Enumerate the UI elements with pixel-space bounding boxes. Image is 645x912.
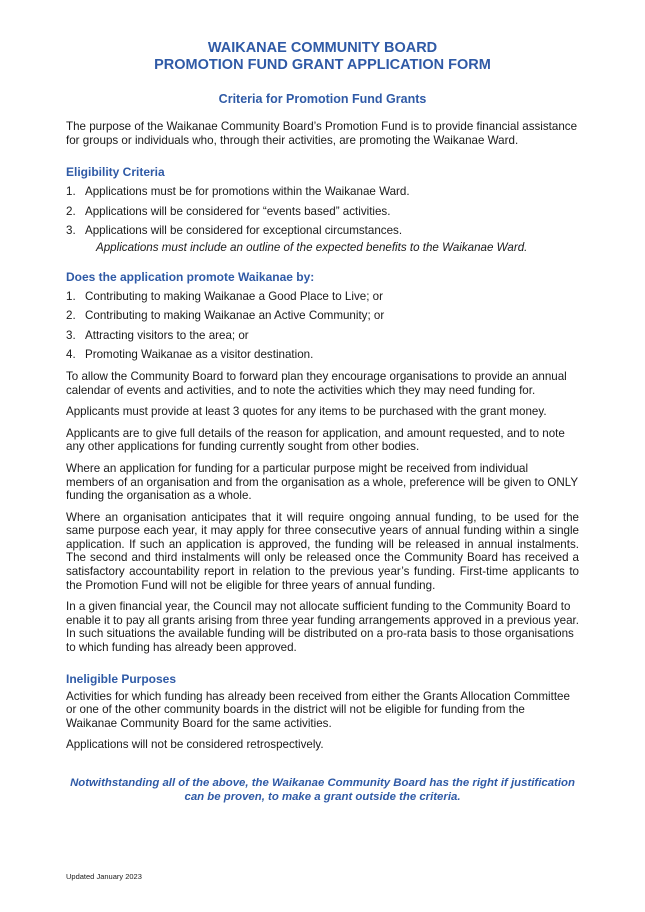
document-title-line2: PROMOTION FUND GRANT APPLICATION FORM xyxy=(154,57,491,73)
document-title-line1: WAIKANAE COMMUNITY BOARD xyxy=(207,40,438,56)
paragraph-financial-year: In a given financial year, the Council may not allocate sufficient funding to the Community Board to enable it to pay all grants arising from three year funding arrangements approved in a previous year. In such situations the available funding will be distributed on a pro-rata basis to those organisations to which funding has already been approved. xyxy=(66,600,579,655)
document-subtitle: Criteria for Promotion Fund Grants xyxy=(218,92,427,106)
intro-paragraph: The purpose of the Waikanae Community Board’s Promotion Fund is to provide financial assistance for groups or individuals who, through their activities, are promoting the Waikanae Ward. xyxy=(66,120,578,147)
list-number: 4. xyxy=(66,348,76,362)
list-text: Contributing to making Waikanae a Good Place to Live; or xyxy=(85,289,383,303)
eligibility-list xyxy=(66,185,579,238)
list-text: Applications must be for promotions within the Waikanae Ward. xyxy=(85,185,410,199)
list-number: 1. xyxy=(66,185,76,199)
paragraph-full-details: Applicants are to give full details of the reason for application, and amount requested, and to note any other applications for funding currently sought from other bodies. xyxy=(66,426,565,454)
ineligible-paragraph: Applications will not be considered retrospectively. xyxy=(66,738,324,752)
paragraph-preference: Where an application for funding for a particular purpose might be received from individual members of an organisation and from the organisation as a whole, preference will be given to ONLY funding the organisation as a whole. xyxy=(66,461,578,503)
list-text: Contributing to making Waikanae an Active Community; or xyxy=(85,309,385,323)
list-number: 3. xyxy=(66,224,76,238)
paragraph-forward-plan: To allow the Community Board to forward plan they encourage organisations to provide an annual calendar of events and activities, and to note the activities which they may need funding for. xyxy=(66,369,567,397)
paragraph-ongoing-funding: Where an organisation anticipates that it will require ongoing annual funding, to be used for the same purpose each year, it may apply for three consecutive years of annual funding within a single application. If such an application is approved, the funding will be released in annual instalments. The second and third instalments will only be released once the Community Board has received a satisfactory accountability report in relation to the previous year’s funding. First-time applicants to the Promotion Fund will not be eligible for three years of annual funding. xyxy=(66,510,579,592)
list-item xyxy=(66,185,579,199)
list-text: Promoting Waikanae as a visitor destination. xyxy=(85,348,314,362)
list-item xyxy=(66,205,579,219)
list-number: 2. xyxy=(66,204,76,218)
promote-heading: Does the application promote Waikanae by: xyxy=(66,269,315,284)
eligibility-note: Applications must include an outline of the expected benefits to the Waikanae Ward. xyxy=(96,240,528,254)
list-text: Attracting visitors to the area; or xyxy=(85,328,249,342)
ineligible-paragraph: Activities for which funding has already been received from either the Grants Allocation Committee or one of the other community boards in the district will not be eligible for funding from the Waikanae Community Board for the same activities. xyxy=(66,689,570,730)
list-number: 3. xyxy=(66,328,76,342)
promote-list xyxy=(66,290,579,362)
closing-note: Notwithstanding all of the above, the Waikanae Community Board has the right if justification can be proven, to make a grant outside the criteria. xyxy=(70,777,575,803)
list-item xyxy=(66,348,579,362)
updated-date: Updated January 2023 xyxy=(66,872,142,881)
list-item xyxy=(66,224,579,238)
list-item xyxy=(66,329,579,343)
ineligible-heading: Ineligible Purposes xyxy=(66,671,177,686)
eligibility-heading: Eligibility Criteria xyxy=(66,165,165,180)
list-number: 1. xyxy=(66,289,76,303)
list-item xyxy=(66,290,579,304)
list-item xyxy=(66,309,579,323)
paragraph-quotes: Applicants must provide at least 3 quotes for any items to be purchased with the grant money. xyxy=(66,405,547,419)
list-number: 2. xyxy=(66,309,76,323)
list-text: Applications will be considered for “events based” activities. xyxy=(85,204,391,218)
list-text: Applications will be considered for exceptional circumstances. xyxy=(85,224,403,238)
